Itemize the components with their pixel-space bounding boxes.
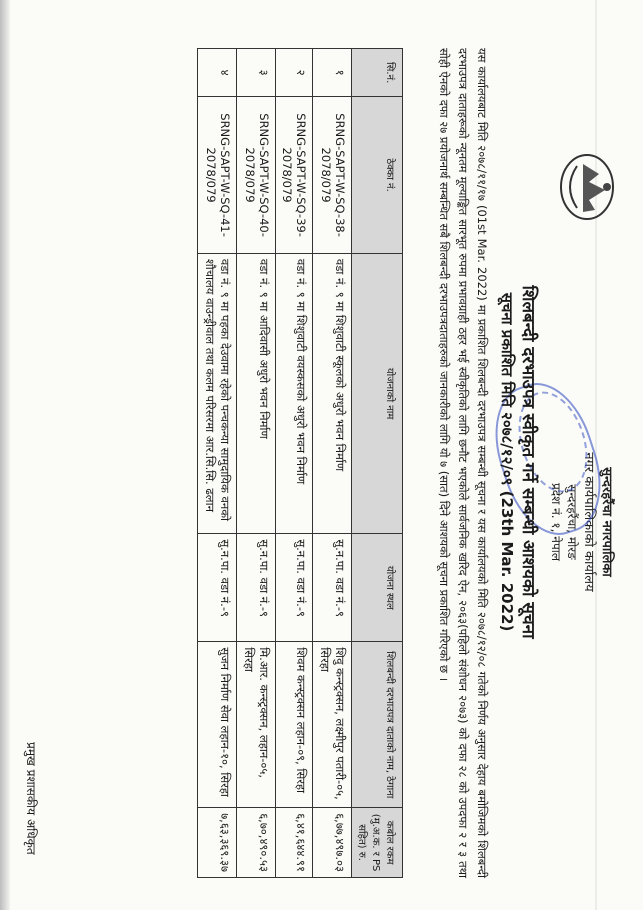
cell-project-name: वडा नं. ९ मा शिशुवाटी स्कूलको अधुरो भवन निर्माण <box>313 253 352 533</box>
cell-project-name: वडा नं. ९ मा शिशुवाटी वयस्कसको अधुरो भवन निर्माण <box>276 253 313 533</box>
office-address: सुन्दरहरैंचा, मोरङ <box>565 484 579 560</box>
signature-title: प्रमुख प्रशासकीय अधिकृत <box>24 742 38 855</box>
cell-contract: SRNG-SAPT-W-SQ-39-2078/079 <box>276 97 313 254</box>
col-sn: सि.नं. <box>352 49 403 97</box>
cell-sn: २ <box>276 49 313 97</box>
cell-sn: ४ <box>198 49 237 97</box>
cell-sn: ३ <box>237 49 276 97</box>
office-province: प्रदेश नं. १, नेपाल <box>549 482 563 562</box>
col-project-name: योजनाको नाम <box>352 253 403 533</box>
cell-project-name: वडा नं. ९ मा आदिवासी अधुरो भवन निर्माण <box>237 253 276 533</box>
col-contract: ठेक्का नं. <box>352 97 403 254</box>
cell-site: सु.न.पा. वडा नं.-९ <box>313 534 352 642</box>
notice-subtitle: सूचना प्रकाशित मिति २०७८/१२/०९ (23th Mar. 2022) <box>498 292 516 632</box>
col-site: योजना स्थल <box>352 534 403 642</box>
cell-contract: SRNG-SAPT-W-SQ-41-2078/079 <box>198 97 237 254</box>
table-row <box>313 49 352 878</box>
table-row <box>198 49 237 878</box>
cell-bidder: मि.आर. कन्स्ट्रक्सन, लहान-०५, सिरहा <box>237 642 276 808</box>
government-emblem-icon <box>559 152 617 222</box>
cell-amount: ६,७७,४९७.०३ <box>313 808 352 878</box>
cell-sn: १ <box>313 49 352 97</box>
rotated-notice <box>5 22 625 902</box>
cell-bidder: सुजन निर्माण सेवा लहान-१०, सिरहा <box>198 642 237 808</box>
cell-site: सु.न.पा. वडा नं.-९ <box>276 534 313 642</box>
cell-amount: ६,४१,६४४.९१ <box>276 808 313 878</box>
municipality-name: सुन्दरहरैंचा नगरपालिका <box>599 467 614 577</box>
cell-site: सु.न.पा. वडा नं.-९ <box>237 534 276 642</box>
cell-amount: ७,६३,३६९.३७ <box>198 808 237 878</box>
table-row <box>276 49 313 878</box>
cell-contract: SRNG-SAPT-W-SQ-40-2078/079 <box>237 97 276 254</box>
notice-title: शिलबन्दी दरभाउपत्र स्वीकृत गर्ने सम्बन्धी आशयको सूचना <box>518 285 538 639</box>
bid-table <box>197 48 403 878</box>
cell-site: सु.न.पा. वडा नं.-९ <box>198 534 237 642</box>
cell-contract: SRNG-SAPT-W-SQ-38-2078/079 <box>313 97 352 254</box>
cell-amount: ६,७०,४९०.५३ <box>237 808 276 878</box>
cell-bidder: शिवु कन्स्ट्रक्सन, लक्ष्मीपुर पतारी-०५, सिरहा <box>313 642 352 808</box>
office-name: नगर कार्यपालिकाको कार्यालय <box>581 452 596 592</box>
col-bidder: शिलबन्दी दरभाउपत्र दाताको नाम, ठेगाना <box>352 642 403 808</box>
cell-bidder: शिवम कन्स्ट्रक्सन लहान-०९, सिरहा <box>276 642 313 808</box>
cell-project-name: वडा नं. ९ मा पहका देउवामा रहेको पन्चकन्या सामुदायिक वनको शौचालय वाउन्ड्रीवाल तथा कलम परिसरमा आर.सि.सि. ढलान <box>198 253 237 533</box>
col-amount: कबोल रकम (मु.अ.क. र PS सहित) रु. <box>352 808 403 878</box>
notice-paragraph: यस कार्यालयबाट मिति २०७८/११/१७ (01st Mar. 2022) मा प्रकाशित शिलबन्दी दरभाउपत्र सम्बन्धी सूचना र यस कार्यालयको मिति २०७८/१२/०८ गतेको निर्णय अनुसार देहाय बमोजिमको शिलबन्दी दरभाउपत्र दाताहरूको न्यूनतम मूल्याङ्कित सारभूत रुपमा प्रभावग्राही ठहर भई स्वीकृतिको लागि छनौट भएकोले सार्वजनिक खरिद ऐन, २०६३(पहिलो संशोधन २०७३) को दफा २८ को उपदफा २ र ३ तथा सोही ऐनको दफा २७ प्रयोजनार्थ सम्बन्धित सबै शिलबन्दी दरभाउपत्रदाताहरुको जानकारीको लागि यो ७ (सात) दिने आशयको सूचना प्रकाशित गरिएको छ । <box>437 48 489 878</box>
table-row <box>237 49 276 878</box>
table-header-row <box>352 49 403 878</box>
